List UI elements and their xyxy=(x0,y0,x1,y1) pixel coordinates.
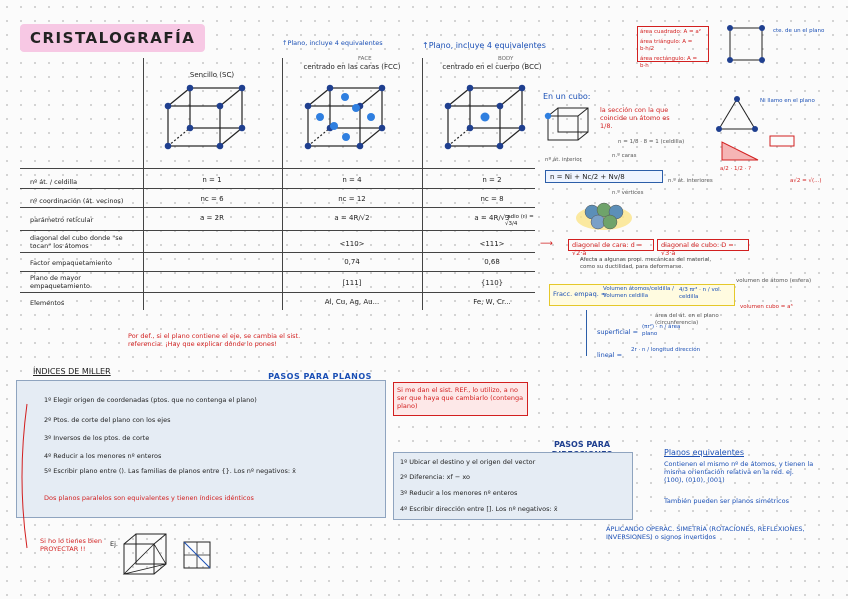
row-label-atoms: nº át. / celdilla xyxy=(30,178,78,186)
cube-section-diagram xyxy=(544,104,594,144)
atom-cluster-diagram xyxy=(574,196,634,236)
superficial-formula: (πr²) · n / área plano xyxy=(642,324,681,337)
miller-heading: ÍNDICES DE MILLER xyxy=(33,367,111,376)
lineal-formula: 2r · n / longitud dirección xyxy=(631,347,701,353)
sc-coord: nc = 6 xyxy=(200,195,224,203)
arrow-diag: ⟶ xyxy=(540,239,553,249)
row-rule xyxy=(20,230,535,231)
atoms-formula-box: n = Ni + Nc/2 + Nv/8 xyxy=(545,170,663,183)
fcc-param: a = 4R/√2 xyxy=(334,214,370,222)
superficial-label: superficial = xyxy=(597,328,639,336)
formula-1: a/2 · 1/2 · ? xyxy=(720,166,751,172)
lineal-label: lineal = xyxy=(597,351,623,359)
bcc-atoms: n = 2 xyxy=(482,176,502,184)
bcc-param: a = 4R/√3 xyxy=(474,214,510,222)
example-square-diagram xyxy=(180,538,216,574)
paralelos-note: Dos planos paralelos son equivalentes y tienen índices idénticos xyxy=(44,494,254,502)
plano-step-5: 5º Escribir plano entre (). Las familias de planos entre {}. Los nº negativos: x̄ xyxy=(44,467,296,475)
bcc-param-note: radio (r) = √3/4 xyxy=(505,214,534,227)
fcc-note: ↑Plano, incluye 4 equivalentes xyxy=(282,39,383,47)
bcc-plane: {110} xyxy=(480,279,504,287)
table-rule xyxy=(20,168,535,169)
bcc-coord: nc = 8 xyxy=(480,195,504,203)
bcc-small: BODY xyxy=(498,56,514,62)
formula-label-interior: nº át. interior xyxy=(545,157,582,163)
red-triangle-diagram xyxy=(718,138,766,164)
triangle-plane-diagram xyxy=(715,95,760,135)
formula-label-right: n.º át. interiores xyxy=(668,178,713,184)
formula-label-caras: n.º caras xyxy=(612,153,637,159)
fracc-formula: Volumen átomos/celdilla / Volumen celdilla xyxy=(603,286,675,299)
area-square: área cuadrado: A = a² xyxy=(640,29,701,35)
fcc-cube-diagram xyxy=(300,84,390,154)
row-label-param: parámetro reticular xyxy=(30,216,94,224)
fcc-elements: Al, Cu, Ag, Au... xyxy=(324,298,380,306)
row-rule xyxy=(20,292,535,293)
bcc-elements: Fe, W, Cr... xyxy=(473,298,511,306)
red-ruler-diagram xyxy=(768,132,798,150)
col-divider-3 xyxy=(422,58,423,310)
page-title: CRISTALOGRAFÍA xyxy=(20,24,205,52)
left-note: Si no lo tienes bien PROYECTAR !! xyxy=(40,537,102,553)
fcc-plane: [111] xyxy=(342,279,362,287)
fracc-equals: 4/3 πr³ · n / vol. celdilla xyxy=(679,287,722,300)
area-formulas-box xyxy=(637,26,709,69)
cube-section-text: la sección con la que coincide un átomo es 1/8. xyxy=(600,106,670,130)
dir-step-3: 3º Reducir a los menores nº enteros xyxy=(400,489,518,497)
row-label-diagonal: diagonal del cubo donde "se tocan" los átomos xyxy=(30,234,123,250)
dir-step-4: 4º Escribir dirección entre []. Los nº negativos: x̄ xyxy=(400,505,558,513)
fracc-note-1: volumen de átomo (esfera) xyxy=(736,278,812,284)
col-divider-1 xyxy=(143,58,144,310)
ej-label: Ej. xyxy=(110,540,118,548)
plano-step-1: 1º Elegir origen de coordenadas (ptos. que no contenga el plano) xyxy=(44,396,257,404)
row-rule xyxy=(20,271,535,272)
row-label-plane: Plano de mayor empaquetamiento xyxy=(30,274,90,290)
plano-step-4: 4º Reducir a los menores nº enteros xyxy=(44,452,162,460)
pasos-direcciones-title: PASOS PARA xyxy=(553,440,611,449)
red-arrow-curve xyxy=(15,398,45,558)
red-box-note: Si me dan el sist. REF., lo utilizo, a no ser que haya que cambiarlo (contenga plano) xyxy=(393,382,528,416)
formula-label-vertices: n.º vértices xyxy=(612,190,644,196)
col-divider-2 xyxy=(282,58,283,310)
planos-eq-title: Planos equivalentes xyxy=(664,448,744,457)
plane-note-1: cte. de un el plano xyxy=(773,28,825,34)
bcc-header: centrado en el cuerpo (BCC) xyxy=(442,63,542,71)
plano-step-2: 2º Ptos. de corte del plano con los ejes xyxy=(44,416,171,424)
row-label-coord: nº coordinación (át. vecinos) xyxy=(30,197,124,205)
dir-step-1: 1º Ubicar el destino y el origen del vector xyxy=(400,458,536,466)
fcc-diagonal: <110> xyxy=(339,240,365,248)
cube-section-sub: n = 1/8 · 8 = 1 (celdilla) xyxy=(618,139,685,145)
row-label-factor: Factor empaquetamiento xyxy=(30,259,112,267)
red-note-top: Por def., si el plano contiene el eje, se cambia el sist. referencia. ¡Hay que explicar dónde lo pones! xyxy=(128,332,301,348)
bcc-note: ↑Plano, incluye 4 equivalentes xyxy=(422,41,546,50)
row-label-elements: Elementos xyxy=(30,299,65,307)
sc-cube-diagram xyxy=(160,84,250,150)
pasos-planos-title: PASOS PARA PLANOS xyxy=(268,372,372,381)
row-rule xyxy=(20,188,535,189)
branch-line xyxy=(586,310,587,356)
diag-cube-box: diagonal de cubo: D = √3·a xyxy=(657,239,749,251)
diag-face-box: diagonal de cara: d = √2·a xyxy=(568,239,654,251)
square-plane-diagram xyxy=(722,22,772,72)
fracc-note-2: volumen cubo = a³ xyxy=(740,304,793,310)
formula-2: a√2 = √(...) xyxy=(790,178,822,184)
area-rectangle: área rectángulo: A = b·h xyxy=(640,56,698,69)
example-cube-diagram xyxy=(118,528,176,584)
bcc-diagonal: <111> xyxy=(479,240,505,248)
plane-note-2: Ni llamo en el plano xyxy=(760,98,815,104)
sc-param: a = 2R xyxy=(200,214,224,222)
fcc-coord: nc = 12 xyxy=(338,195,366,203)
fcc-header: centrado en las caras (FCC) xyxy=(303,63,401,71)
plano-step-3: 3º Inversos de los ptos. de corte xyxy=(44,434,150,442)
planos-eq-text2: También pueden ser planos simétricos xyxy=(664,497,789,505)
sc-atoms: n = 1 xyxy=(202,176,222,184)
area-triangle: área triángulo: A = b·h/2 xyxy=(640,39,693,52)
planos-eq-bottom: APLICANDO OPERAC. SIMETRÍA (ROTACIONES, REFLEXIONES, INVERSIONES) o signos invertidos xyxy=(606,525,805,541)
fcc-small: FACE xyxy=(358,56,372,62)
fcc-factor: 0,74 xyxy=(344,258,360,266)
row-rule xyxy=(20,207,535,208)
fcc-atoms: n = 4 xyxy=(342,176,362,184)
fracc-label: Fracc. empaq. = xyxy=(553,290,607,298)
superficial-note: área del át. en el plano (circunferencia) xyxy=(655,313,719,326)
dir-step-2: 2º Diferencia: xf − xo xyxy=(400,473,470,481)
cube-heading: En un cubo: xyxy=(543,92,591,101)
sc-header: Sencillo (SC) xyxy=(189,71,235,79)
bcc-cube-diagram xyxy=(440,84,530,154)
bcc-factor: 0,68 xyxy=(484,258,500,266)
affects-note: Afecta a algunas propi. mecánicas del material, como su ductilidad, para deformarse. xyxy=(580,257,712,270)
planos-eq-text: Contienen el mismo nº de átomos, y tienen la misma orientación relativa en la red. ej. (100), (010), (001) xyxy=(664,460,814,484)
row-rule xyxy=(20,252,535,253)
